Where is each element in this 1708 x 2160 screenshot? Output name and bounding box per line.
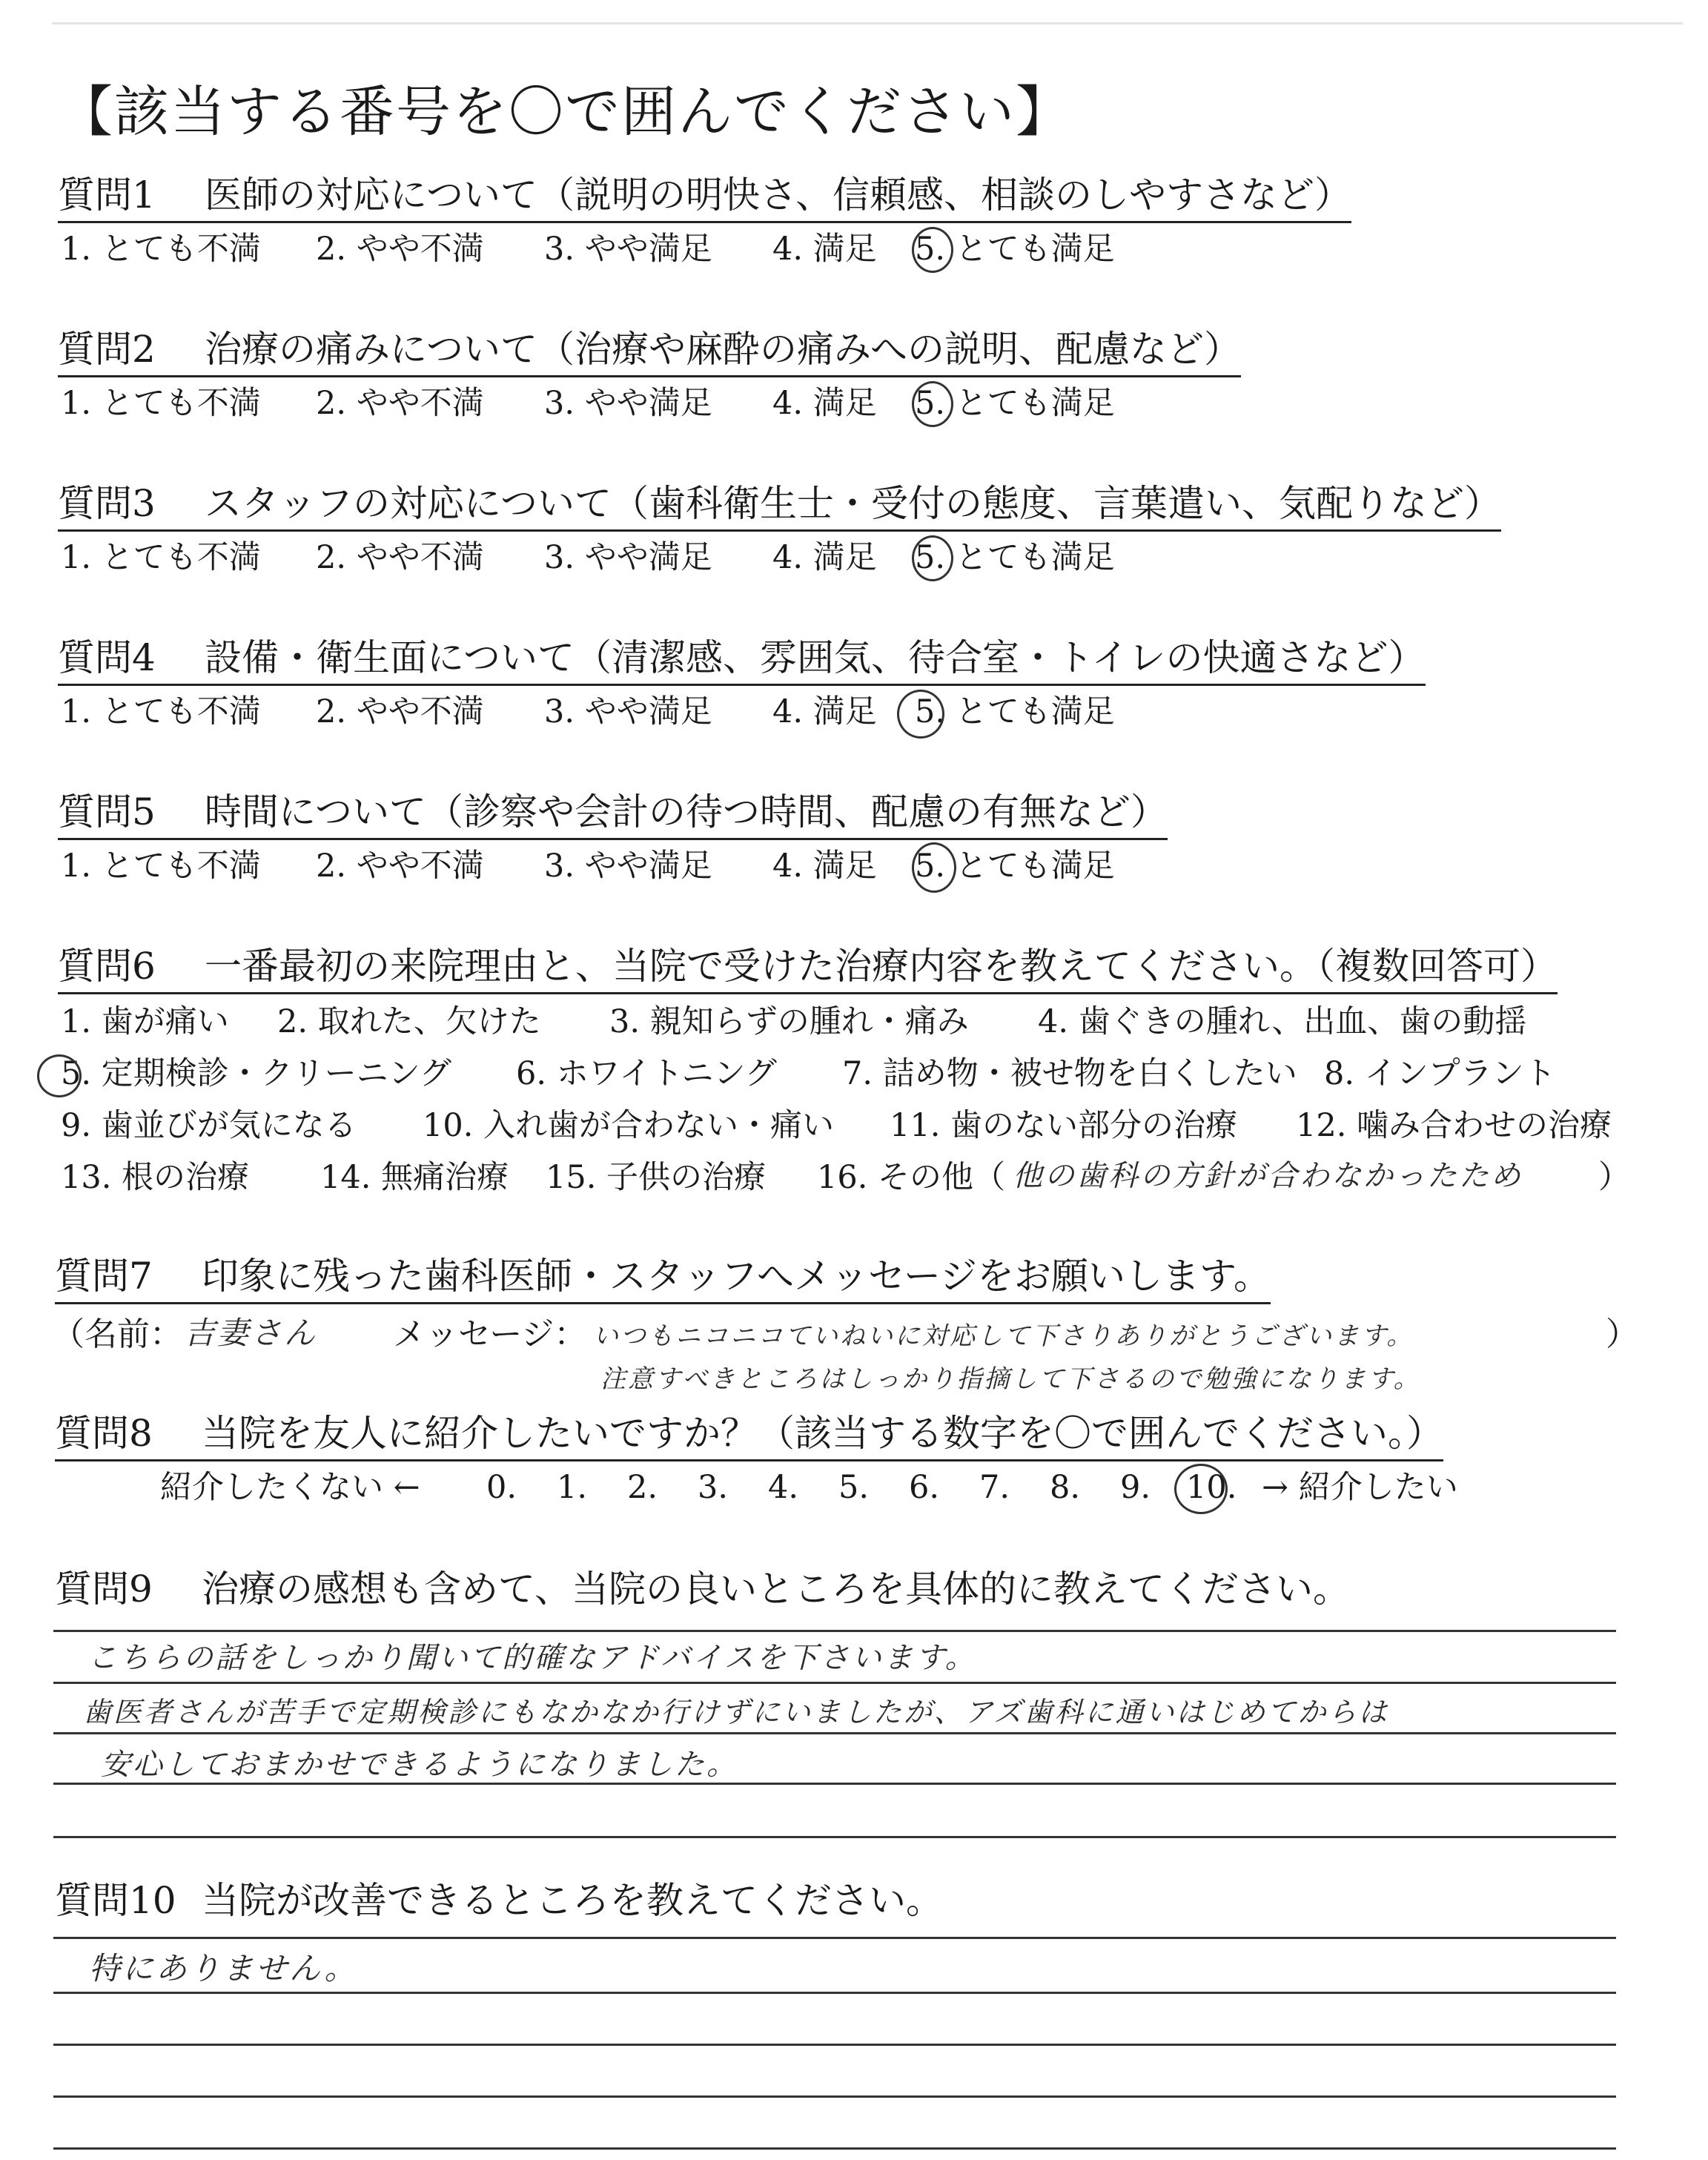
q7-number: 質問7 — [55, 1255, 153, 1298]
q1-option-1[interactable]: 1. とても不満 — [61, 231, 261, 268]
q8-option-6[interactable]: 6. — [909, 1469, 940, 1506]
q6-option-6[interactable]: 6. ホワイトニング — [516, 1055, 777, 1092]
q7-close-paren: ） — [1606, 1315, 1638, 1353]
q10-prompt: 当院が改善できるところを教えてください。 — [202, 1879, 943, 1922]
q3-number: 質問3 — [58, 482, 156, 525]
q5-selection-circle — [912, 842, 956, 893]
top-rule — [52, 22, 1683, 24]
q9-number: 質問9 — [55, 1568, 153, 1611]
q6-option-3[interactable]: 3. 親知らずの腫れ・痛み — [609, 1003, 969, 1040]
q2-title-row — [58, 326, 1241, 377]
q4-option-1[interactable]: 1. とても不満 — [61, 693, 261, 730]
q8-option-1[interactable]: 1. — [557, 1469, 588, 1506]
q3-option-3[interactable]: 3. やや満足 — [544, 539, 712, 576]
q6-row-1 — [61, 1001, 1647, 1046]
q4-option-5[interactable]: 5. とても満足 — [915, 693, 1115, 730]
q3-option-2[interactable]: 2. やや不満 — [316, 539, 484, 576]
q6-option-2[interactable]: 2. 取れた、欠けた — [277, 1003, 541, 1040]
q8-option-3[interactable]: 3. — [698, 1469, 729, 1506]
q5-option-3[interactable]: 3. やや満足 — [544, 848, 712, 885]
q9-writing-line — [53, 1732, 1616, 1734]
q5-prompt: 時間について（診察や会計の待つ時間、配慮の有無など） — [205, 790, 1168, 833]
q6-row-2 — [61, 1053, 1647, 1097]
page-header: 【該当する番号を〇で囲んでください】 — [58, 80, 1072, 144]
q2-option-1[interactable]: 1. とても不満 — [61, 385, 261, 422]
q9-prompt: 治療の感想も含めて、当院の良いところを具体的に教えてください。 — [202, 1568, 1350, 1611]
q2-option-2[interactable]: 2. やや不満 — [316, 385, 484, 422]
q6-selection-circle — [37, 1054, 82, 1097]
q8-number: 質問8 — [55, 1412, 153, 1455]
q9-answer-line-3[interactable]: 安心しておまかせできるようになりました。 — [101, 1748, 738, 1782]
q10-number: 質問10 — [55, 1879, 176, 1922]
q3-option-4[interactable]: 4. 満足 — [772, 539, 877, 576]
q10-writing-line — [53, 1992, 1616, 1994]
q4-option-2[interactable]: 2. やや不満 — [316, 693, 484, 730]
q2-selection-circle — [912, 381, 953, 427]
q6-other-close-paren: ） — [1598, 1159, 1630, 1196]
q10-writing-line — [53, 2044, 1616, 2046]
q6-option-12[interactable]: 12. 噛み合わせの治療 — [1296, 1107, 1612, 1144]
q2-prompt: 治療の痛みについて（治療や麻酔の痛みへの説明、配慮など） — [205, 328, 1241, 371]
q2-options — [61, 383, 1247, 427]
q6-title-row — [58, 943, 1558, 994]
q9-writing-line — [53, 1836, 1616, 1838]
q1-option-5[interactable]: 5. とても満足 — [915, 231, 1115, 268]
q9-title-row — [55, 1566, 1350, 1612]
q10-writing-line — [53, 1937, 1616, 1939]
q9-writing-line — [53, 1682, 1616, 1684]
q7-message-line-2[interactable]: 注意すべきところはしっかり指摘して下さるので勉強になります。 — [600, 1364, 1421, 1394]
q6-option-7[interactable]: 7. 詰め物・被せ物を白くしたい — [842, 1055, 1297, 1092]
q6-option-13[interactable]: 13. 根の治療 — [61, 1159, 250, 1196]
q8-option-9[interactable]: 9. — [1120, 1469, 1151, 1506]
q7-name-handwritten[interactable]: 吉妻さん — [184, 1315, 318, 1351]
q8-option-10[interactable]: 10. — [1186, 1469, 1237, 1506]
q1-title-row — [58, 172, 1351, 223]
q4-number: 質問4 — [58, 636, 156, 679]
q4-option-4[interactable]: 4. 満足 — [772, 693, 877, 730]
q5-title-row — [58, 789, 1168, 840]
q4-options — [61, 691, 1247, 736]
q8-option-4[interactable]: 4. — [768, 1469, 799, 1506]
q8-option-7[interactable]: 7. — [979, 1469, 1010, 1506]
q6-prompt: 一番最初の来院理由と、当院で受けた治療内容を教えてください。（複数回答可） — [205, 945, 1558, 988]
q5-option-4[interactable]: 4. 満足 — [772, 848, 877, 885]
q8-right-label: → 紹介したい — [1262, 1469, 1458, 1506]
q2-option-3[interactable]: 3. やや満足 — [544, 385, 712, 422]
q9-answer-line-1[interactable]: こちらの話をしっかり聞いて的確なアドバイスを下さいます。 — [87, 1641, 977, 1675]
q4-selection-circle — [897, 690, 944, 739]
q6-option-16[interactable]: 16. その他（ — [817, 1159, 1006, 1196]
q6-row-4 — [61, 1157, 1647, 1201]
q1-option-3[interactable]: 3. やや満足 — [544, 231, 712, 268]
q1-prompt: 医師の対応について（説明の明快さ、信頼感、相談のしやすさなど） — [205, 174, 1351, 217]
q1-selection-circle — [912, 227, 953, 273]
q8-option-8[interactable]: 8. — [1050, 1469, 1081, 1506]
q6-option-11[interactable]: 11. 歯のない部分の治療 — [890, 1107, 1238, 1144]
q8-option-0[interactable]: 0. — [486, 1469, 517, 1506]
q10-writing-line — [53, 2095, 1616, 2098]
q2-number: 質問2 — [58, 328, 156, 371]
q10-writing-line — [53, 2147, 1616, 2150]
q1-options — [61, 228, 1247, 273]
q6-option-9[interactable]: 9. 歯並びが気になる — [61, 1107, 357, 1144]
q4-option-3[interactable]: 3. やや満足 — [544, 693, 712, 730]
q1-option-4[interactable]: 4. 満足 — [772, 231, 877, 268]
q5-option-1[interactable]: 1. とても不満 — [61, 848, 261, 885]
q5-option-5[interactable]: 5. とても満足 — [915, 848, 1115, 885]
q2-option-5[interactable]: 5. とても満足 — [915, 385, 1115, 422]
q9-answer-line-2[interactable]: 歯医者さんが苦手で定期検診にもなかなか行けずにいましたが、アズ歯科に通いはじめてからは — [83, 1696, 1389, 1728]
q4-title-row — [58, 635, 1426, 686]
q8-selection-circle — [1174, 1464, 1228, 1514]
q6-option-15[interactable]: 15. 子供の治療 — [546, 1159, 767, 1196]
q8-prompt: 当院を友人に紹介したいですか？（該当する数字を〇で囲んでください。） — [202, 1412, 1443, 1455]
q7-message-label: メッセージ： — [393, 1315, 587, 1353]
q7-name-label: （名前： — [52, 1315, 182, 1353]
q2-option-4[interactable]: 4. 満足 — [772, 385, 877, 422]
q6-option-1[interactable]: 1. 歯が痛い — [61, 1003, 229, 1040]
q8-option-2[interactable]: 2. — [627, 1469, 658, 1506]
q6-number: 質問6 — [58, 945, 156, 988]
q6-option-10[interactable]: 10. 入れ歯が合わない・痛い — [423, 1107, 835, 1144]
q7-prompt: 印象に残った歯科医師・スタッフへメッセージをお願いします。 — [202, 1255, 1271, 1298]
q3-options — [61, 537, 1247, 581]
q6-option-8[interactable]: 8. インプラント — [1324, 1055, 1556, 1092]
q6-option-5[interactable]: 5. 定期検診・クリーニング — [61, 1055, 451, 1092]
q6-option-14[interactable]: 14. 無痛治療 — [320, 1159, 509, 1196]
q3-prompt: スタッフの対応について（歯科衛生士・受付の態度、言葉遣い、気配りなど） — [205, 482, 1501, 525]
q3-selection-circle — [912, 535, 953, 581]
q7-message-line-1[interactable]: いつもニコニコていねいに対応して下さりありがとうございます。 — [593, 1321, 1414, 1351]
q7-title-row — [55, 1253, 1271, 1304]
q6-row-3 — [61, 1105, 1647, 1149]
q10-title-row — [55, 1877, 943, 1923]
q6-other-handwritten[interactable]: 他の歯科の方針が合わなかったため — [1013, 1159, 1523, 1193]
q1-number: 質問1 — [58, 174, 156, 217]
q3-title-row — [58, 480, 1501, 532]
q8-scale — [160, 1467, 1569, 1511]
q6-option-4[interactable]: 4. 歯ぐきの腫れ、出血、歯の動揺 — [1038, 1003, 1527, 1040]
q7-answer — [52, 1314, 1646, 1410]
q3-option-5[interactable]: 5. とても満足 — [915, 539, 1115, 576]
q3-option-1[interactable]: 1. とても不満 — [61, 539, 261, 576]
q10-answer-line-1[interactable]: 特にありません。 — [89, 1950, 358, 1986]
q5-number: 質問5 — [58, 790, 156, 833]
q9-writing-line — [53, 1630, 1616, 1632]
q5-options — [61, 845, 1247, 890]
q8-left-label: 紹介したくない ← — [160, 1469, 420, 1506]
q8-option-5[interactable]: 5. — [838, 1469, 870, 1506]
q4-prompt: 設備・衛生面について（清潔感、雰囲気、待合室・トイレの快適さなど） — [205, 636, 1426, 679]
q5-option-2[interactable]: 2. やや不満 — [316, 848, 484, 885]
q8-title-row — [55, 1410, 1443, 1462]
q1-option-2[interactable]: 2. やや不満 — [316, 231, 484, 268]
